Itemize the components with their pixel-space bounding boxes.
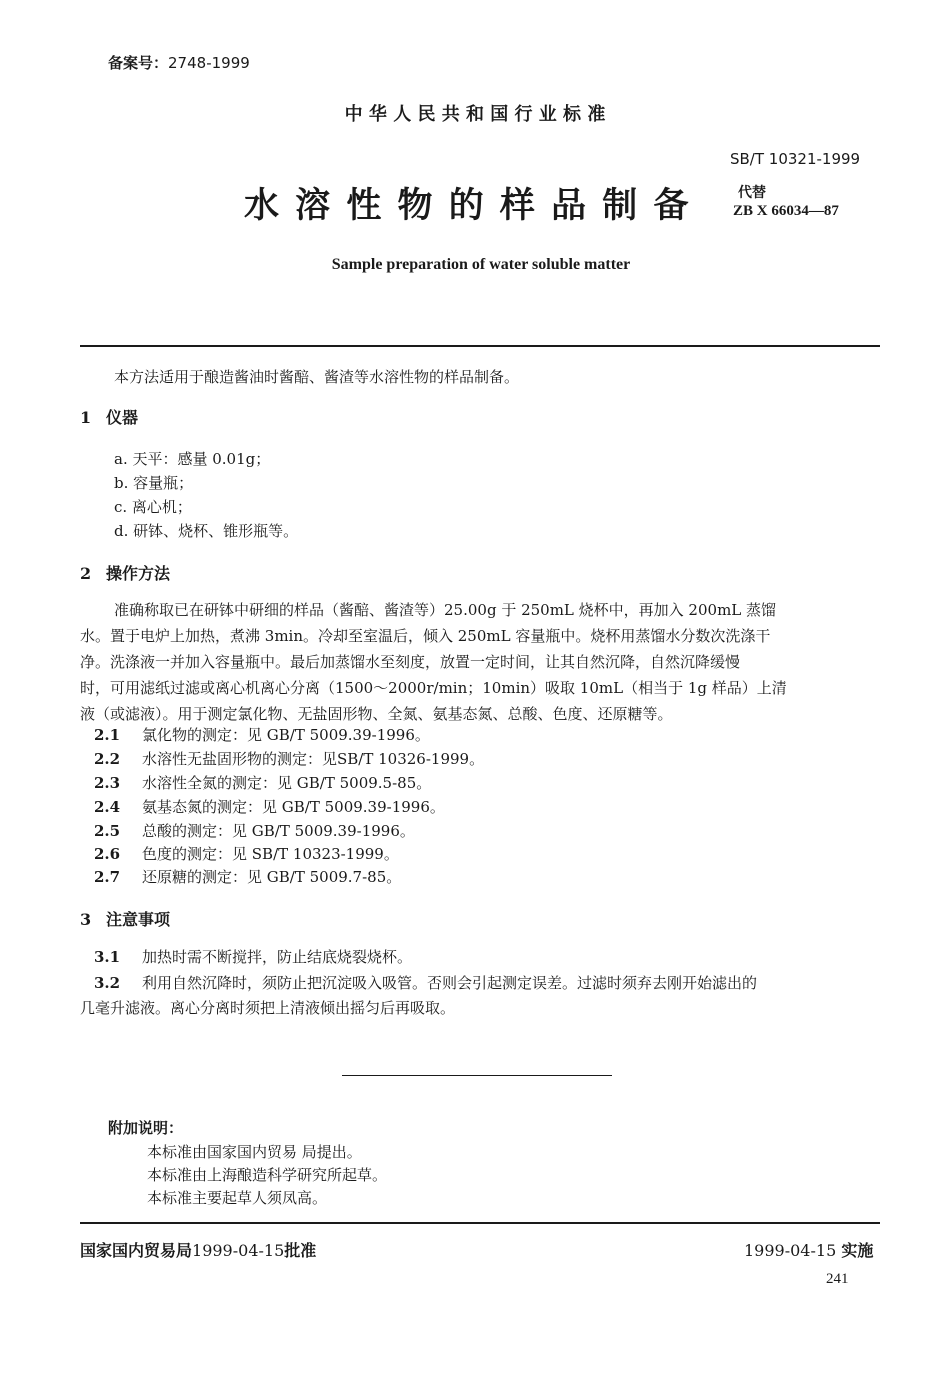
subitem-2-1: [94, 724, 430, 745]
header-divider: [80, 345, 880, 347]
footer-divider: [80, 1222, 880, 1224]
approval-date: 1999-04-15: [192, 1241, 285, 1260]
industry-standard-heading: 中 华 人 民 共 和 国 行 业 标 准: [344, 104, 606, 125]
paragraph-line: 液（或滤液）。用于测定氯化物、无盐固形物、全氮、氨基态氮、总酸、色度、还原糖等。: [80, 705, 673, 723]
filing-number: 2748-1999: [168, 54, 250, 72]
subitem-text: 氨基态氮的测定：见 GB/T 5009.39-1996。: [142, 798, 445, 816]
subitem-text: 水溶性全氮的测定：见 GB/T 5009.5-85。: [142, 774, 432, 792]
subitem-3-2: [94, 972, 757, 993]
subitem-number: 3.1: [94, 948, 121, 966]
end-divider: [342, 1075, 612, 1076]
intro-text: 本方法适用于酿造酱油时酱醅、酱渣等水溶性物的样品制备。: [114, 368, 520, 386]
filing-label: 备案号：: [108, 54, 169, 72]
subitem-2-2: [94, 748, 484, 769]
appendix-line: 本标准由上海酿造科学研究所起草。: [147, 1166, 388, 1184]
section-title: 操作方法: [106, 564, 171, 583]
section-title: 注意事项: [106, 910, 171, 929]
section-2-heading: [80, 561, 170, 584]
subitem-text: 还原糖的测定：见 GB/T 5009.7-85。: [142, 868, 402, 886]
effective-line: [744, 1238, 873, 1261]
section-3-heading: [80, 907, 170, 930]
list-item: c. 离心机；: [114, 498, 192, 516]
subitem-text: 加热时需不断搅拌，防止结底烧裂烧杯。: [142, 948, 413, 966]
appendix-line: 本标准主要起草人须凤高。: [147, 1189, 328, 1207]
page-number: 241: [826, 1271, 849, 1287]
subitem-2-7: [94, 866, 401, 887]
effective-date: 1999-04-15: [744, 1241, 837, 1260]
subitem-number: 2.2: [94, 750, 121, 768]
subitem-2-4: [94, 796, 445, 817]
subitem-number: 2.4: [94, 798, 121, 816]
subitem-number: 2.5: [94, 822, 121, 840]
list-item: b. 容量瓶；: [114, 474, 194, 492]
paragraph-line: 净。洗涤液一并加入容量瓶中。最后加蒸馏水至刻度，放置一定时间，让其自然沉降，自然沉降缓慢: [80, 653, 741, 671]
approval-suffix: 批准: [284, 1241, 317, 1260]
subitem-number: 2.7: [94, 868, 121, 886]
subitem-text: 水溶性无盐固形物的测定：见SB/T 10326-1999。: [142, 750, 485, 768]
subitem-3-2-continuation: 几毫升滤液。离心分离时须把上清液倾出摇匀后再吸取。: [80, 999, 456, 1017]
subitem-text: 利用自然沉降时，须防止把沉淀吸入吸管。否则会引起测定误差。过滤时须弃去刚开始滤出的: [142, 974, 758, 992]
subitem-text: 氯化物的测定：见 GB/T 5009.39-1996。: [142, 726, 430, 744]
subitem-number: 2.6: [94, 845, 121, 863]
paragraph-line: 准确称取已在研钵中研细的样品（酱醅、酱渣等）25.00g 于 250mL 烧杯中，再加入 200mL 蒸馏: [114, 601, 777, 619]
document-title: 水 溶 性 物 的 样 品 制 备: [244, 186, 691, 226]
section-number: 3: [80, 910, 92, 929]
section-number: 1: [80, 408, 92, 427]
subitem-3-1: [94, 946, 412, 967]
subitem-text: 色度的测定：见 SB/T 10323-1999。: [142, 845, 399, 863]
replaces-code: ZB X 66034—87: [733, 203, 839, 219]
filing-record: [108, 52, 250, 73]
section-1-heading: [80, 405, 138, 428]
approval-line: [80, 1238, 316, 1261]
list-item: a. 天平：感量 0.01g；: [114, 450, 271, 468]
appendix-title: 附加说明：: [108, 1119, 184, 1137]
subitem-number: 2.1: [94, 726, 121, 744]
subitem-number: 2.3: [94, 774, 121, 792]
section-title: 仪器: [106, 408, 139, 427]
english-title: Sample preparation of water soluble matter: [331, 256, 631, 273]
standard-code: SB/T 10321-1999: [730, 150, 861, 168]
subitem-number: 3.2: [94, 974, 121, 992]
subitem-2-3: [94, 772, 431, 793]
section-number: 2: [80, 564, 92, 583]
paragraph-line: 水。置于电炉上加热，煮沸 3min。冷却至室温后，倾入 250mL 容量瓶中。烧杯用蒸馏水分数次洗涤干: [80, 627, 771, 645]
subitem-text: 总酸的测定：见 GB/T 5009.39-1996。: [142, 822, 415, 840]
list-item: d. 研钵、烧杯、锥形瓶等。: [114, 522, 299, 540]
approving-authority: 国家国内贸易局: [80, 1241, 193, 1260]
subitem-2-5: [94, 820, 415, 841]
appendix-line: 本标准由国家国内贸易 局提出。: [147, 1143, 362, 1161]
paragraph-line: 时，可用滤纸过滤或离心机离心分离（1500～2000r/min；10min）吸取 10mL（相当于 1g 样品）上清: [80, 679, 787, 697]
replaces-label: 代替: [738, 185, 766, 201]
effective-suffix: 实施: [841, 1241, 874, 1260]
subitem-2-6: [94, 843, 399, 864]
